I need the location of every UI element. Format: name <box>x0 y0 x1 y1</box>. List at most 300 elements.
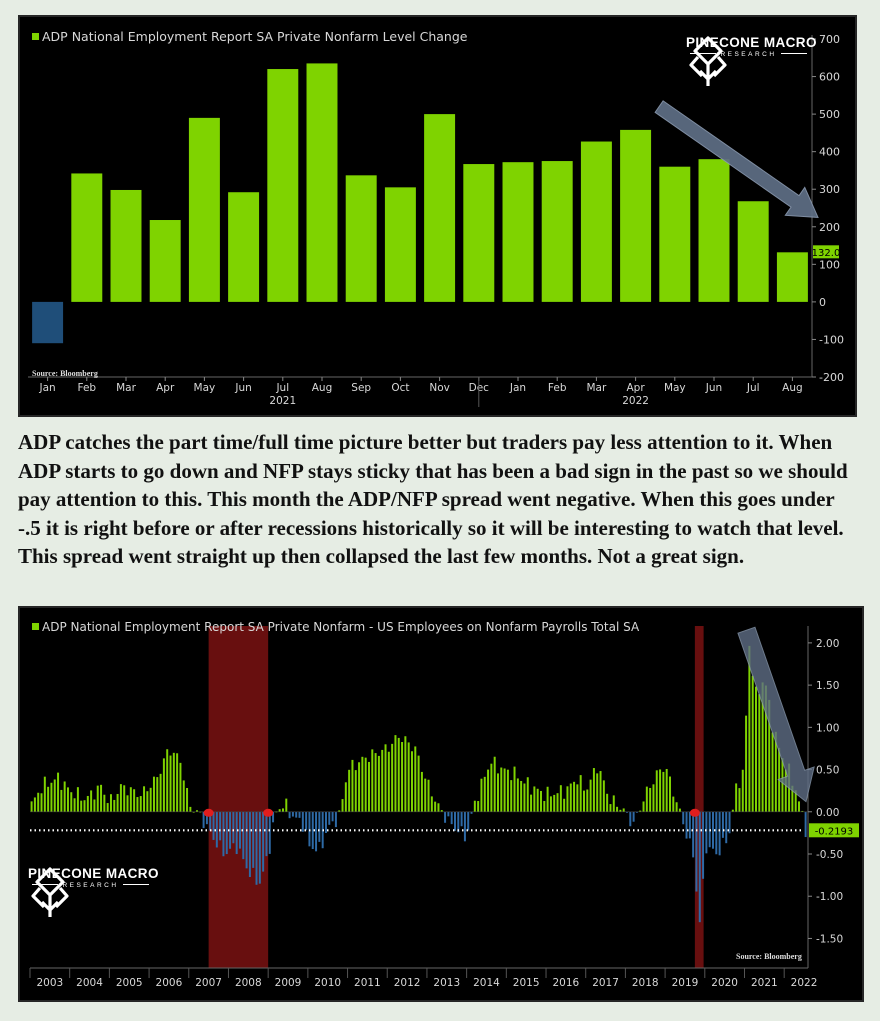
spread-bar <box>805 812 807 837</box>
spread-bar <box>256 812 258 885</box>
x-tick-label: 2022 <box>790 977 818 989</box>
spread-bar <box>100 785 102 812</box>
spread-bar <box>222 812 224 856</box>
spread-bar <box>325 812 327 833</box>
spread-bar <box>633 812 635 822</box>
spread-bar <box>490 764 492 812</box>
spread-bar <box>547 787 549 812</box>
spread-bar <box>537 789 539 812</box>
spread-bar <box>156 777 158 812</box>
spread-bar <box>332 812 334 822</box>
x-tick-label: 2020 <box>711 977 739 989</box>
pinecone-logo <box>686 35 817 58</box>
spread-bar <box>414 746 416 811</box>
spread-bar <box>391 744 393 812</box>
spread-bar <box>299 812 301 818</box>
spread-bar <box>656 770 658 811</box>
spread-bar <box>404 736 406 812</box>
spread-bar <box>308 812 310 847</box>
spread-bar <box>580 775 582 812</box>
spread-bar <box>798 801 800 811</box>
spread-bar <box>345 782 347 811</box>
spread-bar <box>411 751 413 812</box>
spread-bar <box>107 803 109 812</box>
x-tick-label: Dec <box>468 382 489 394</box>
spread-bar <box>583 791 585 812</box>
bar <box>71 173 102 301</box>
spread-bar <box>437 803 439 812</box>
spread-bar <box>394 735 396 812</box>
spread-bar <box>87 796 89 812</box>
spread-bar <box>246 812 248 869</box>
spread-bar <box>514 767 516 812</box>
spread-bar <box>189 807 191 812</box>
spread-bar <box>401 742 403 812</box>
spread-bar <box>742 770 744 812</box>
pinecone-logo <box>28 866 159 889</box>
recession-band <box>209 626 269 968</box>
x-tick-label: Aug <box>311 382 333 394</box>
reference-value-label: -0.2193 <box>814 826 854 838</box>
spread-bar <box>160 774 162 812</box>
logo-name: PINECONE MACRO <box>686 35 817 50</box>
bar <box>463 164 494 302</box>
x-tick-label: Feb <box>77 382 97 394</box>
spread-bar <box>682 812 684 824</box>
spread-bar <box>686 812 688 839</box>
x-tick-label: 2004 <box>76 977 103 989</box>
spread-bar <box>461 812 463 826</box>
spread-bar <box>361 757 363 812</box>
spread-bar <box>381 750 383 812</box>
x-tick-label: May <box>663 382 686 394</box>
x-tick-label: Oct <box>391 382 410 394</box>
spread-bar <box>232 812 234 843</box>
pinecone-icon <box>686 35 730 89</box>
spread-bar <box>745 716 747 812</box>
spread-bar <box>557 793 559 812</box>
spread-bar <box>431 796 433 811</box>
spread-bar <box>689 812 691 839</box>
spread-bar <box>563 799 565 812</box>
x-tick-label: 2018 <box>631 977 659 989</box>
spread-bar <box>90 790 92 811</box>
bar <box>777 252 808 302</box>
x-tick-label: Sep <box>351 382 372 394</box>
y-tick-label: 700 <box>819 33 840 46</box>
x-tick-label: Mar <box>586 382 607 394</box>
spread-bar <box>613 795 615 811</box>
spread-bar <box>530 795 532 812</box>
spread-bar <box>226 812 228 854</box>
spread-bar <box>110 794 112 812</box>
spread-bar <box>590 780 592 812</box>
spread-bar <box>755 687 757 812</box>
spread-bar <box>47 787 49 812</box>
spread-bar <box>560 785 562 812</box>
spread-bar <box>477 801 479 812</box>
spread-bar <box>772 733 774 812</box>
spread-bar <box>328 812 330 825</box>
y-tick-label: 200 <box>819 220 840 234</box>
bar <box>267 69 298 302</box>
spread-bar <box>64 781 66 811</box>
spread-bar <box>365 758 367 812</box>
spread-bar <box>133 789 135 812</box>
logo-name: PINECONE MACRO <box>28 866 159 881</box>
spread-bar <box>672 797 674 812</box>
spread-bar <box>543 801 545 812</box>
spread-bar <box>553 795 555 812</box>
spread-bar <box>699 812 701 922</box>
spread-bar <box>150 788 152 812</box>
spread-bar <box>292 812 294 817</box>
spread-bar <box>67 787 69 811</box>
spread-bar <box>752 676 754 812</box>
spread-bar <box>666 769 668 812</box>
spread-bar <box>533 786 535 811</box>
x-tick-label: 2010 <box>314 977 342 989</box>
spread-bar <box>474 801 476 812</box>
spread-bar <box>295 812 297 818</box>
spread-bar <box>679 809 681 812</box>
recession-marker <box>690 809 700 817</box>
x-tick-label: 2003 <box>36 977 64 989</box>
x-tick-label: Jun <box>235 382 252 394</box>
spread-bar <box>371 749 373 811</box>
spread-bar <box>676 802 678 812</box>
spread-bar <box>500 768 502 812</box>
bar <box>503 162 534 302</box>
bar <box>620 130 651 302</box>
spread-bar <box>408 742 410 811</box>
x-tick-label: 2016 <box>552 977 580 989</box>
spread-bar <box>517 778 519 811</box>
spread-bar <box>669 777 671 812</box>
spread-bar <box>305 812 307 830</box>
spread-bar <box>70 792 72 812</box>
bar <box>150 220 181 302</box>
spread-bar <box>451 812 453 824</box>
x-tick-label: 2008 <box>234 977 262 989</box>
x-tick-label: 2009 <box>274 977 302 989</box>
spread-bar <box>335 812 337 827</box>
y-tick-label: 500 <box>819 108 840 122</box>
spread-bar <box>570 784 572 812</box>
spread-bar <box>418 756 420 812</box>
adp-nfp-spread-chart <box>18 606 864 1002</box>
bar <box>307 63 338 301</box>
spread-bar <box>170 756 172 812</box>
logo-subtitle: RESEARCH <box>28 882 153 889</box>
spread-bar <box>103 795 105 812</box>
spread-bar <box>523 784 525 812</box>
x-tick-label: 2005 <box>115 977 143 989</box>
bar <box>581 142 612 302</box>
spread-bar <box>421 772 423 812</box>
spread-bar <box>183 780 185 811</box>
spread-bar <box>457 812 459 832</box>
y-tick-label: 0.50 <box>816 764 840 777</box>
chart-1-title: ADP National Employment Report SA Private Nonfarm Level Change <box>42 29 468 44</box>
spread-bar <box>434 802 436 812</box>
spread-bar <box>494 757 496 812</box>
chart-2-legend <box>32 620 639 634</box>
x-tick-label: Mar <box>116 382 136 394</box>
x-tick-label: 2013 <box>433 977 461 989</box>
spread-bar <box>705 812 707 854</box>
bar <box>189 118 220 302</box>
spread-bar <box>649 788 651 812</box>
spread-bar <box>510 780 512 812</box>
x-tick-label: Aug <box>782 382 803 394</box>
y-tick-label: -1.00 <box>816 891 844 904</box>
spread-bar <box>497 773 499 811</box>
spread-bar <box>646 787 648 812</box>
spread-bar <box>692 812 694 858</box>
spread-bar <box>444 812 446 823</box>
spread-bar <box>507 770 509 812</box>
y-tick-label: 0.00 <box>816 806 840 819</box>
spread-bar <box>732 810 734 812</box>
spread-bar <box>93 799 95 811</box>
spread-bar <box>242 812 244 859</box>
chart-1-legend <box>32 29 467 44</box>
spread-bar <box>695 812 697 892</box>
spread-bar <box>213 812 215 840</box>
spread-bar <box>239 812 241 849</box>
bar <box>542 161 573 302</box>
spread-bar <box>216 812 218 848</box>
spread-bar <box>652 784 654 811</box>
x-tick-label: 2011 <box>354 977 381 989</box>
y-tick-label: 1.50 <box>816 680 840 693</box>
spread-bar <box>318 812 320 842</box>
chart-2-source: Source: Bloomberg <box>736 952 802 961</box>
spread-bar <box>719 812 721 856</box>
spread-bar <box>600 771 602 812</box>
spread-bar <box>573 782 575 812</box>
chart-2-title: ADP National Employment Report SA Private Nonfarm - US Employees on Nonfarm Payrolls Total SA <box>42 620 640 634</box>
spread-bar <box>712 812 714 849</box>
spread-bar <box>606 794 608 812</box>
spread-bar <box>722 812 724 838</box>
spread-bar <box>725 812 727 843</box>
pinecone-icon <box>28 866 72 920</box>
x-tick-label: 2017 <box>592 977 619 989</box>
spread-bar <box>44 777 46 812</box>
bar <box>738 201 769 302</box>
y-tick-label: 0 <box>819 295 826 309</box>
spread-bar <box>348 770 350 812</box>
spread-bar <box>173 753 175 812</box>
spread-bar <box>623 808 625 811</box>
spread-bar <box>123 785 125 811</box>
spread-bar <box>471 812 473 814</box>
spread-bar <box>659 769 661 811</box>
recession-marker <box>263 809 273 817</box>
commentary-text: ADP catches the part time/full time picture better but traders pay less attention to it. When ADP starts to go down and NFP stays sticky that has been a bad sign in the past so we should pay attention to this. This month the ADP/NFP spread went negative. When this goes under -.5 it is right before or after recessions historically so it will be interesting to watch that level. This spread went straight up then collapsed the last few months. Not a great sign. <box>18 430 848 568</box>
spread-bar <box>520 781 522 812</box>
spread-bar <box>282 808 284 811</box>
y-tick-label: 2.00 <box>816 637 840 650</box>
chart-1-source: Source: Bloomberg <box>32 369 98 378</box>
spread-bar <box>447 812 449 817</box>
spread-bar <box>252 812 254 868</box>
y-tick-label: -200 <box>819 371 844 384</box>
x-tick-label: Feb <box>547 382 567 394</box>
spread-bar <box>566 786 568 811</box>
spread-bar <box>60 790 62 812</box>
x-year-label: 2022 <box>622 395 649 407</box>
spread-bar <box>312 812 314 849</box>
spread-bar <box>375 753 377 812</box>
spread-bar <box>467 812 469 831</box>
spread-bar <box>388 752 390 812</box>
spread-bar <box>593 768 595 812</box>
x-tick-label: 2006 <box>155 977 183 989</box>
spread-bar <box>428 780 430 812</box>
spread-bar <box>140 796 142 812</box>
spread-bar <box>781 758 783 812</box>
spread-bar <box>143 786 145 811</box>
spread-bar <box>643 801 645 811</box>
spread-bar <box>785 770 787 812</box>
spread-bar <box>484 777 486 812</box>
spread-bar <box>127 795 129 811</box>
legend-swatch <box>32 623 39 630</box>
spread-bar <box>609 804 611 812</box>
spread-bar <box>285 799 287 812</box>
spread-bar <box>74 798 76 811</box>
spread-bar <box>279 809 281 812</box>
spread-bar <box>454 812 456 831</box>
spread-bar <box>34 797 36 811</box>
spread-bar <box>315 812 317 852</box>
legend-swatch <box>32 33 39 40</box>
x-tick-label: 2021 <box>750 977 778 989</box>
spread-bar <box>146 791 148 812</box>
spread-bar <box>219 812 221 841</box>
y-tick-label: -1.50 <box>816 933 844 946</box>
spread-bar <box>80 801 82 812</box>
spread-bar <box>84 800 86 812</box>
spread-bar <box>342 799 344 812</box>
spread-bar <box>136 797 138 812</box>
spread-bar <box>269 812 271 854</box>
spread-bar <box>550 796 552 811</box>
spread-bar <box>398 738 400 812</box>
x-tick-label: May <box>193 382 216 394</box>
spread-bar <box>480 779 482 812</box>
spread-bar <box>702 812 704 879</box>
spread-bar <box>603 780 605 811</box>
spread-bar <box>166 749 168 812</box>
bar <box>699 159 730 302</box>
chart-2-svg <box>20 608 862 1000</box>
spread-bar <box>176 753 178 812</box>
bar <box>424 114 455 302</box>
spread-bar <box>50 783 52 812</box>
spread-bar <box>351 760 353 812</box>
spread-bar <box>662 772 664 812</box>
x-tick-label: Jul <box>276 382 290 394</box>
x-year-label: 2021 <box>269 395 297 407</box>
spread-bar <box>249 812 251 877</box>
spread-bar <box>262 812 264 872</box>
adp-level-change-chart <box>18 15 857 417</box>
spread-bar <box>355 770 357 812</box>
spread-bar <box>31 801 33 811</box>
spread-bar <box>758 694 760 812</box>
x-tick-label: 2012 <box>393 977 421 989</box>
bar <box>385 187 416 302</box>
spread-bar <box>735 783 737 811</box>
y-tick-label: -100 <box>819 333 844 347</box>
x-tick-label: Jan <box>509 382 527 394</box>
x-tick-label: 2015 <box>512 977 540 989</box>
spread-bar <box>130 787 132 812</box>
y-tick-label: 600 <box>819 70 840 84</box>
x-tick-label: Apr <box>156 382 175 394</box>
spread-bar <box>259 812 261 884</box>
spread-bar <box>302 812 304 832</box>
spread-bar <box>586 790 588 812</box>
spread-bar <box>385 744 387 811</box>
x-tick-label: Nov <box>429 382 450 394</box>
spread-bar <box>77 787 79 812</box>
y-tick-label: 1.00 <box>816 722 840 735</box>
spread-bar <box>464 812 466 842</box>
bar <box>32 302 63 343</box>
bar <box>228 192 259 302</box>
spread-bar <box>368 762 370 812</box>
spread-bar <box>715 812 717 854</box>
spread-bar <box>629 812 631 826</box>
spread-bar <box>120 784 122 812</box>
spread-bar <box>487 770 489 812</box>
x-tick-label: 2007 <box>195 977 222 989</box>
spread-bar <box>596 773 598 811</box>
y-tick-label: 400 <box>819 145 840 159</box>
spread-bar <box>117 794 119 812</box>
spread-bar <box>41 793 43 811</box>
spread-bar <box>527 777 529 812</box>
spread-bar <box>289 812 291 818</box>
spread-bar <box>378 756 380 812</box>
x-tick-label: 2019 <box>671 977 699 989</box>
spread-bar <box>186 788 188 812</box>
spread-bar <box>54 779 56 811</box>
spread-bar <box>113 800 115 812</box>
logo-subtitle: RESEARCH <box>686 51 811 58</box>
x-tick-label: Jul <box>746 382 760 394</box>
bar <box>111 190 142 302</box>
spread-bar <box>504 768 506 811</box>
x-tick-label: 2014 <box>473 977 500 989</box>
y-tick-label: 100 <box>819 258 840 272</box>
spread-bar <box>738 788 740 812</box>
x-tick-label: Apr <box>626 382 645 394</box>
spread-bar <box>424 779 426 812</box>
x-tick-label: Jun <box>705 382 723 394</box>
spread-bar <box>97 786 99 812</box>
spread-bar <box>57 773 59 812</box>
y-tick-label: 300 <box>819 183 840 197</box>
spread-bar <box>265 812 267 856</box>
spread-bar <box>179 763 181 812</box>
last-value-label: 132.0 <box>811 247 841 259</box>
